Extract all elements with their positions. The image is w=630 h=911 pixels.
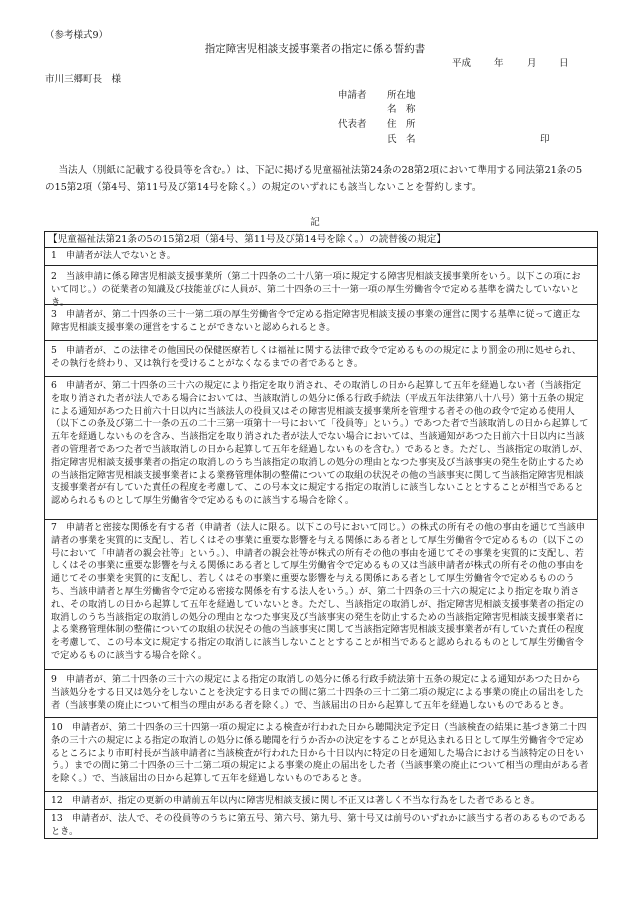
divider	[45, 791, 597, 792]
divider	[45, 247, 597, 248]
date-era: 平成	[452, 58, 472, 69]
rep-name-label: 氏 名	[387, 134, 416, 145]
pledge-statement: 当法人（別紙に記載する役員等を含む。）は、下記に掲げる児童福祉法第24条の28第2項において準用する同法第21条の5の15第2項（第4号、第11号及び第14号を除く。）の規定のいずれにも該当しないことを誓約します。	[45, 165, 583, 193]
applicant-label: 申請者	[338, 90, 367, 101]
divider	[45, 717, 597, 718]
provision-item: 1 申請者が法人でないとき。	[51, 250, 176, 261]
divider	[45, 376, 597, 377]
form-id: （参考様式9）	[45, 30, 109, 41]
date-year: 年	[494, 58, 504, 69]
provision-item: 3 申請者が、第二十四条の三十一第二項の厚生労働省令で定める指定障害児相談支援の事業の運営に関する基準に従って適正な障害児相談支援事業の運営をすることができないと認められるとき。	[51, 309, 581, 333]
address-label: 住 所	[387, 119, 416, 130]
provision-item: 12 申請者が、指定の更新の申請前五年以内に障害児相談支援に関し不正又は著しく不当な行為をした者であるとき。	[51, 795, 541, 806]
divider	[45, 340, 597, 341]
seal-mark: 印	[540, 134, 550, 145]
location-label: 所在地	[387, 90, 416, 101]
provision-item: 2 当該申請に係る障害児相談支援事業所（第二十四条の二十八第一項に規定する障害児相談支援事業所をいう。以下この項において同じ。）の従業者の知識及び技能並びに人員が、第二十四条の三十一第一項の厚生労働省令で定める基準を満たしていないとき。	[51, 271, 581, 308]
provision-item: 7 申請者と密接な関係を有する者（申請者（法人に限る。以下この号において同じ。）の株式の所有その他の事由を通じて当該申請者の事業を実質的に支配し、若しくはその事業に重要な影響を与える関係にある者として厚生労働省令で定めるもの（以下この号において「申請者の親会社等」という。）、申請者の親会社等が株式の所有その他の事由を通じてその事業を実質的に支配し、若しくはその事業に重要な影響を与える関係にある者として厚生労働省令で定めるもの又は当該申請者が株式の所有その他の事由を通じてその事業を実質的に支配し、若しくはその事業に重要な影響を与える関係にある者として厚生労働省令で定めるもののうち、当該申請者と厚生労働省令で定める密接な関係を有する法人をいう。）が、第二十四条の三十六の規定により指定を取り消され、その取消しの日から起算して五年を経過していないとき。ただし、当該指定の取消しが、指定障害児相談支援事業者の指定の取消しのうち当該指定の取消しの処分の理由となつた事実及び当該事実の発生を防止するための当該指定障害児相談支援事業者による業務管理体制の整備についての取組の状況その他の当該事実に関して当該指定障害児相談支援事業者が有していた責任の程度を考慮して、この号本文に規定する指定の取消しに該当しないこととすることが相当であると認められるものとして厚生労働省令で定めるものに該当する場合を除く。	[51, 522, 586, 661]
provision-item: 6 申請者が、第二十四条の三十六の規定により指定を取り消され、その取消しの日から起算して五年を経過しない者（当該指定を取り消された者が法人である場合においては、当該取消しの処分に係る行政手続法（平成五年法律第八十八号）第十五条の規定による通知があつた日前六十日以内に当該法人の役員又はその障害児相談支援事業所を管理する者その他の政令で定める使用人（以下この条及び第二十一条の五の二十三第一項第十一号において「役員等」という。）であつた者で当該取消しの日から起算して五年を経過しないものを含み、当該指定を取り消された者が法人でない場合においては、当該通知があつた日前六十日以内に当該者の管理者であつた者で当該取消しの日から起算して五年を経過しないものを含む。）であるとき。ただし、当該指定の取消しが、指定障害児相談支援事業者の指定の取消しのうち当該指定の取消しの処分の理由となつた事実及び当該事実の発生を防止するための当該指定障害児相談支援事業者による業務管理体制の整備についての取組の状況その他の当該事実に関して当該指定障害児相談支援事業者が有していた責任の程度を考慮して、この号本文に規定する指定の取消しに該当しないこととすることが相当であると認められるものとして厚生労働省令で定めるものに該当する場合を除く。	[51, 380, 589, 507]
divider	[45, 519, 597, 520]
date-month: 月	[527, 58, 537, 69]
divider	[45, 809, 597, 810]
date-day: 日	[559, 58, 569, 69]
divider	[45, 265, 597, 266]
provision-item: 13 申請者が、法人で、その役員等のうちに第五号、第六号、第九号、第十号又は前号のいずれかに該当する者のあるものであるとき。	[51, 813, 587, 837]
divider	[45, 669, 597, 670]
name-label: 名 称	[387, 104, 416, 115]
representative-label: 代表者	[338, 119, 367, 130]
provisions-heading: 【児童福祉法第21条の5の15第2項（第4号、第11号及び第14号を除く。）の読替後の規定】	[48, 234, 446, 245]
provision-item: 10 申請者が、第二十四条の三十四第一項の規定による検査が行われた日から聴聞決定予定日（当該検査の結果に基づき第二十四条の三十六の規定による指定の取消しの処分に係る聴聞を行うか否かの決定をすることが見込まれる日として厚生労働省令で定めるところにより市町村長が当該申請者に当該検査が行われた日から十日以内に特定の日を通知した場合における当該特定の日をいう。）までの間に第二十四条の三十二第二項の規定による事業の廃止の届出をした者（当該事業の廃止について相当の理由がある者を除く。）で、当該届出の日から起算して五年を経過しないものであるとき。	[51, 722, 589, 785]
ki-marker: 記	[310, 217, 320, 228]
divider	[45, 304, 597, 305]
provisions-box	[44, 231, 598, 839]
date-line	[452, 58, 569, 70]
provision-item: 5 申請者が、この法律その他国民の保健医療若しくは福祉に関する法律で政令で定めるものの規定により罰金の刑に処せられ、その執行を終わり、又は執行を受けることがなくなるまでの者であるとき。	[51, 345, 582, 369]
provision-item: 9 申請者が、第二十四条の三十六の規定による指定の取消しの処分に係る行政手続法第十五条の規定による通知があつた日から当該処分をする日又は処分をしないことを決定する日までの間に第二十四条の三十二第二項の規定による事業の廃止の届出をした者（当該事業の廃止について相当の理由がある者を除く。）で、当該届出の日から起算して五年を経過しないものであるとき。	[51, 674, 584, 711]
document-title: 指定障害児相談支援事業者の指定に係る誓約書	[204, 43, 426, 55]
recipient: 市川三郷町長 様	[45, 74, 122, 85]
